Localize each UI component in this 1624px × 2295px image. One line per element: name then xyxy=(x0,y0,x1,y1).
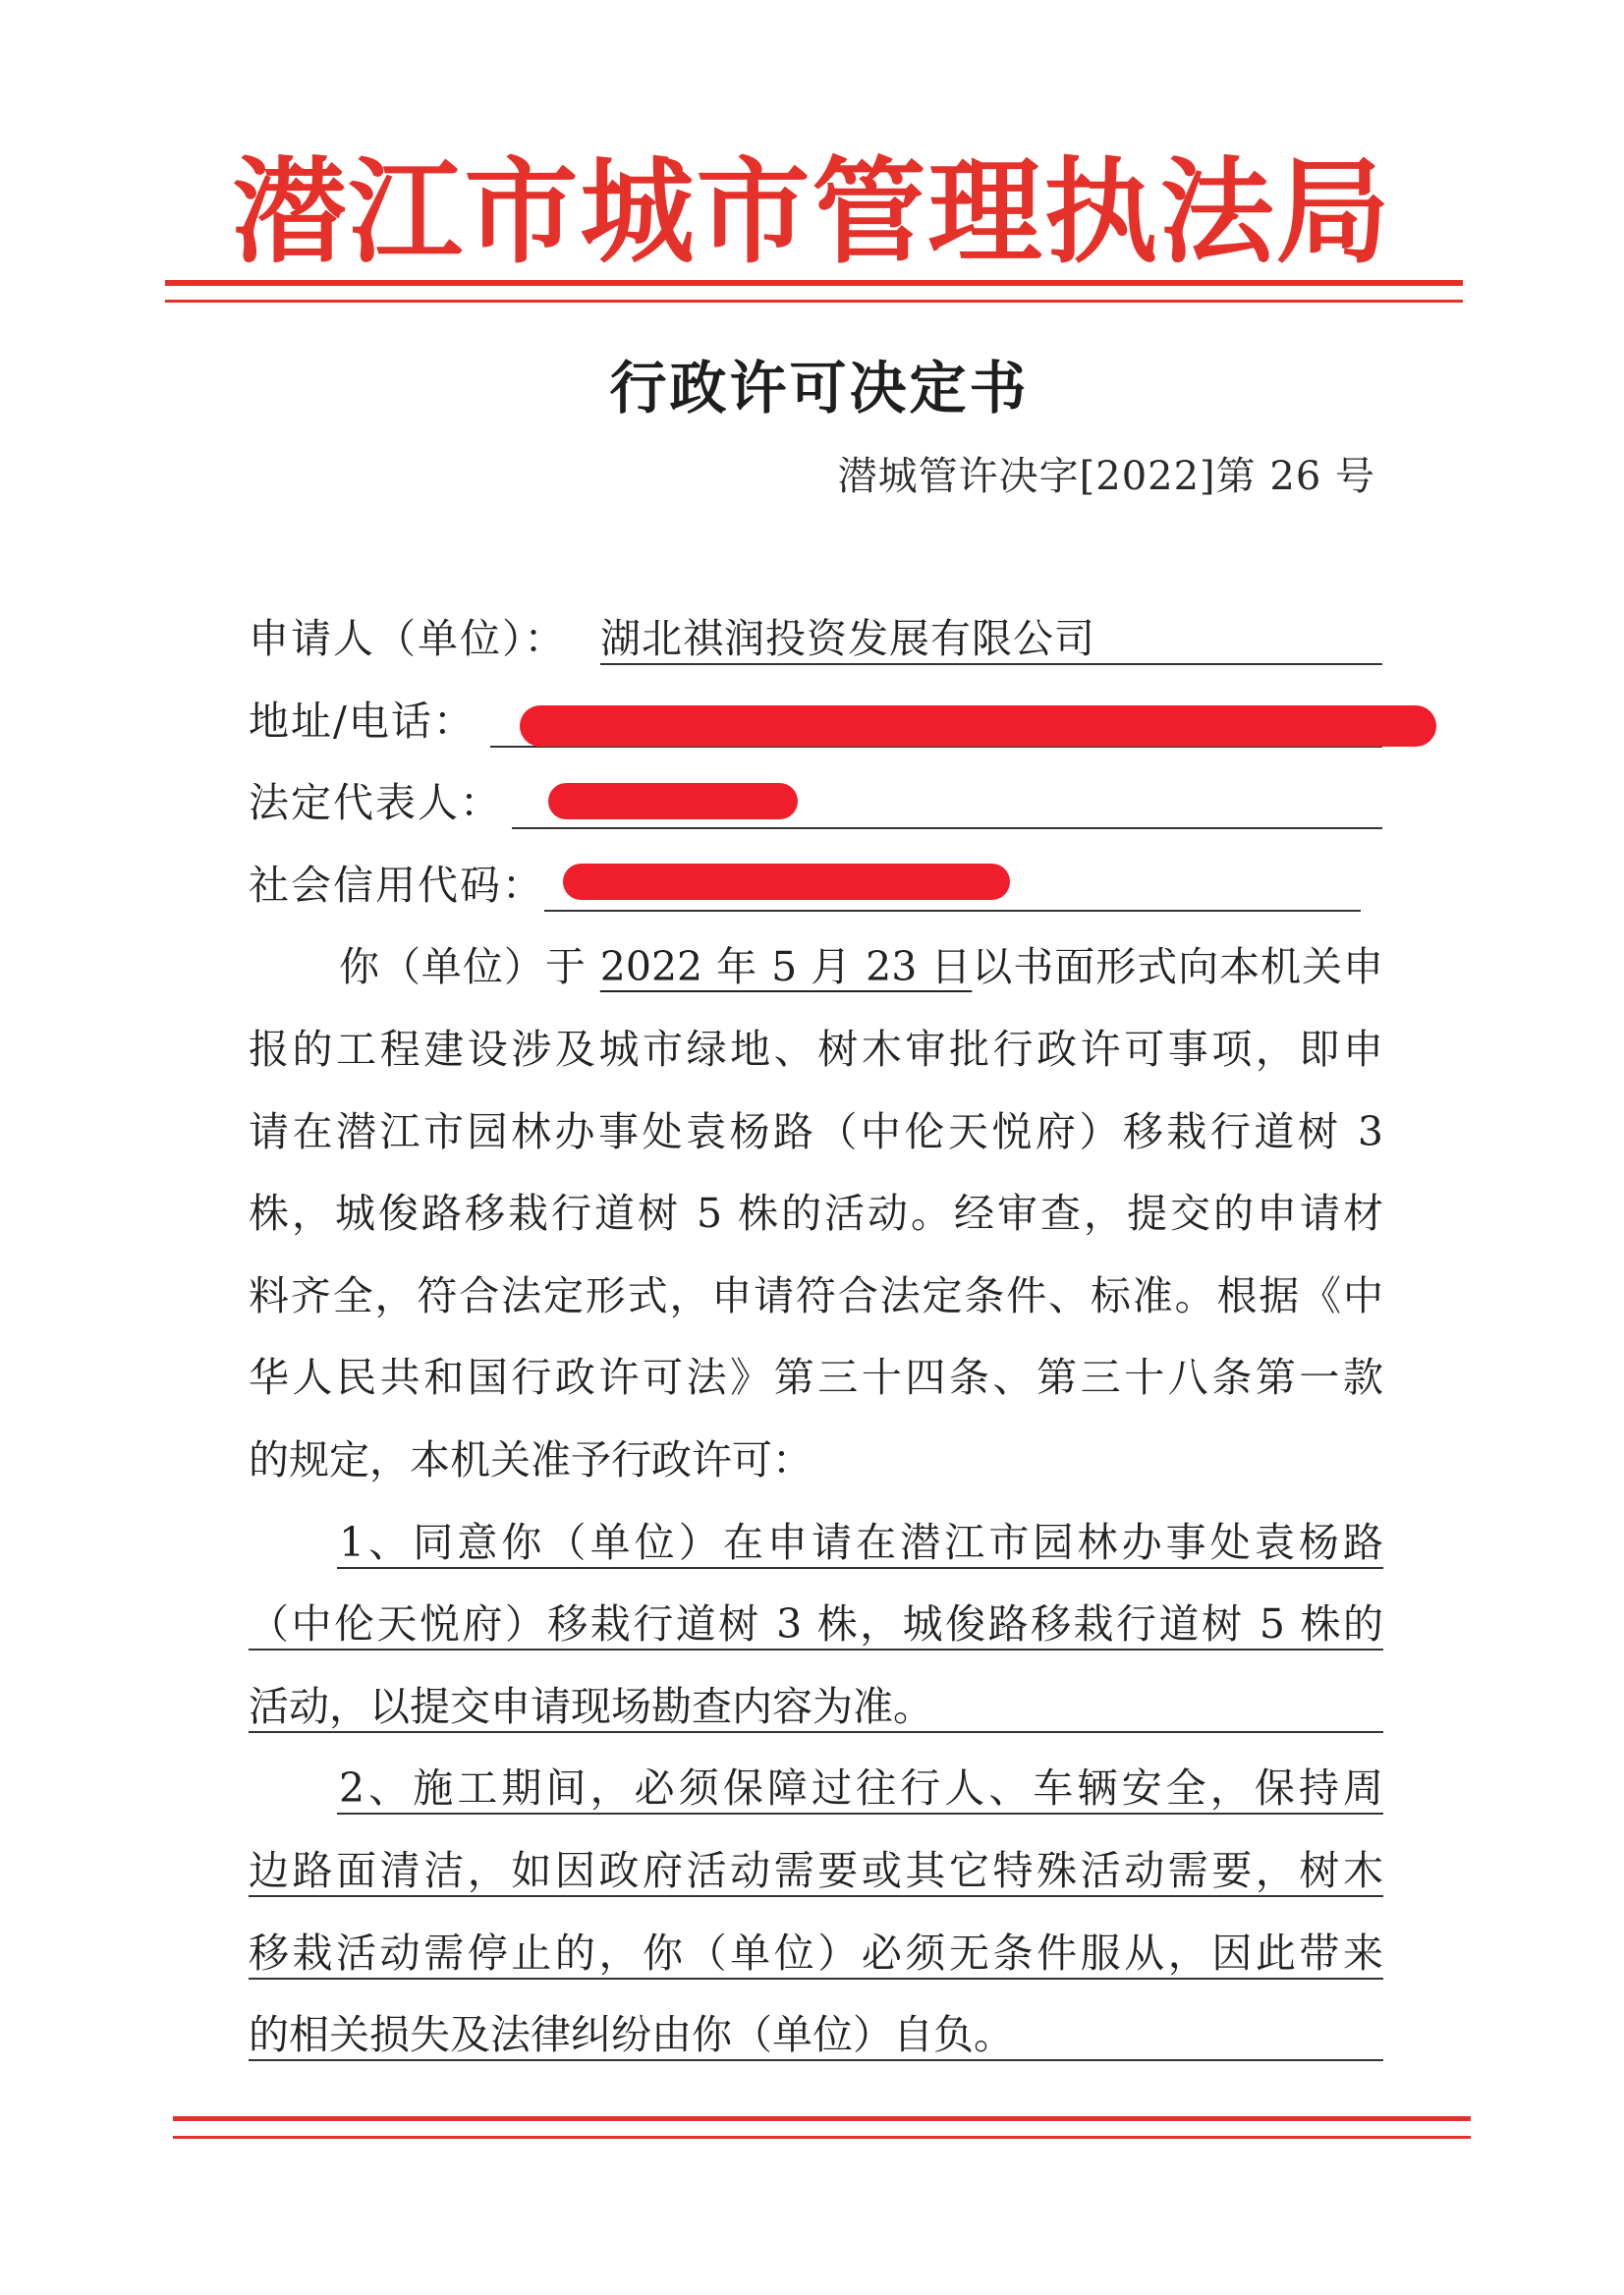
document-number: 潜城管许决字[2022]第 26 号 xyxy=(837,454,1375,499)
item-1-line: 活动，以提交申请现场勘查内容为准。 xyxy=(249,1666,1383,1749)
applicant-unit-row xyxy=(249,598,1383,681)
item-2-line: 2、施工期间，必须保障过往行人、车辆安全，保持周 xyxy=(249,1748,1383,1830)
item-2-line: 的相关损失及法律纠纷由你（单位）自负。 xyxy=(249,1994,1383,2077)
item-2-line: 边路面清洁，如因政府活动需要或其它特殊活动需要，树木 xyxy=(249,1830,1383,1913)
redaction-mark xyxy=(520,705,1436,747)
document-body xyxy=(249,598,1383,2077)
applicant-unit-value: 湖北祺润投资发展有限公司 xyxy=(600,615,1095,662)
footer-rule-thick xyxy=(173,2116,1471,2121)
paragraph-text: 你（单位）于 xyxy=(339,943,600,991)
paragraph-line: 株，城俊路移栽行道树 5 株的活动。经审查，提交的申请材 xyxy=(249,1190,1383,1238)
item-1-line: 1、同意你（单位）在申请在潜江市园林办事处袁杨路 xyxy=(249,1502,1383,1585)
applicant-unit-label: 申请人（单位）： xyxy=(249,615,567,662)
address-phone-label: 地址/电话： xyxy=(249,697,476,745)
item-1-line: （中伦天悦府）移栽行道树 3 株，城俊路移栽行道树 5 株的 xyxy=(249,1584,1383,1666)
footer-rule-thin xyxy=(173,2136,1471,2139)
field-underline xyxy=(544,910,1361,912)
credit-code-label: 社会信用代码： xyxy=(249,861,544,909)
paragraph-line: 料齐全，符合法定形式，申请符合法定条件、标准。根据《中 xyxy=(249,1271,1383,1319)
item-2-line: 移栽活动需停止的，你（单位）必须无条件服从，因此带来 xyxy=(249,1913,1383,1995)
application-date: 2022 年 5 月 23 日 xyxy=(599,943,973,991)
redaction-mark xyxy=(548,783,798,819)
paragraph-text: 以书面形式向本机关申 xyxy=(972,943,1383,991)
credit-code-row xyxy=(249,845,1383,927)
paragraph-line: 的规定，本机关准予行政许可： xyxy=(249,1435,812,1483)
issuing-authority-name: 潜江市城市管理执法局 xyxy=(232,145,1392,279)
document-title: 行政许可决定书 xyxy=(609,355,1030,421)
field-underline xyxy=(512,827,1382,829)
applicant-unit-field xyxy=(600,598,1382,681)
redaction-mark xyxy=(563,864,1010,900)
paragraph-line: 华人民共和国行政许可法》第三十四条、第三十八条第一款 xyxy=(249,1354,1383,1402)
paragraph-line: 请在潜江市园林办事处袁杨路（中伦天悦府）移栽行道树 3 xyxy=(249,1107,1383,1155)
field-underline xyxy=(600,663,1382,665)
paragraph-line xyxy=(249,926,1383,1009)
legal-representative-row xyxy=(249,762,1383,845)
paragraph-line: 报的工程建设涉及城市绿地、树木审批行政许可事项，即申 xyxy=(249,1025,1383,1073)
header-rule-thick xyxy=(165,280,1463,286)
address-phone-row xyxy=(249,681,1383,763)
legal-representative-label: 法定代表人： xyxy=(249,779,502,827)
header-rule-thin xyxy=(165,300,1463,303)
